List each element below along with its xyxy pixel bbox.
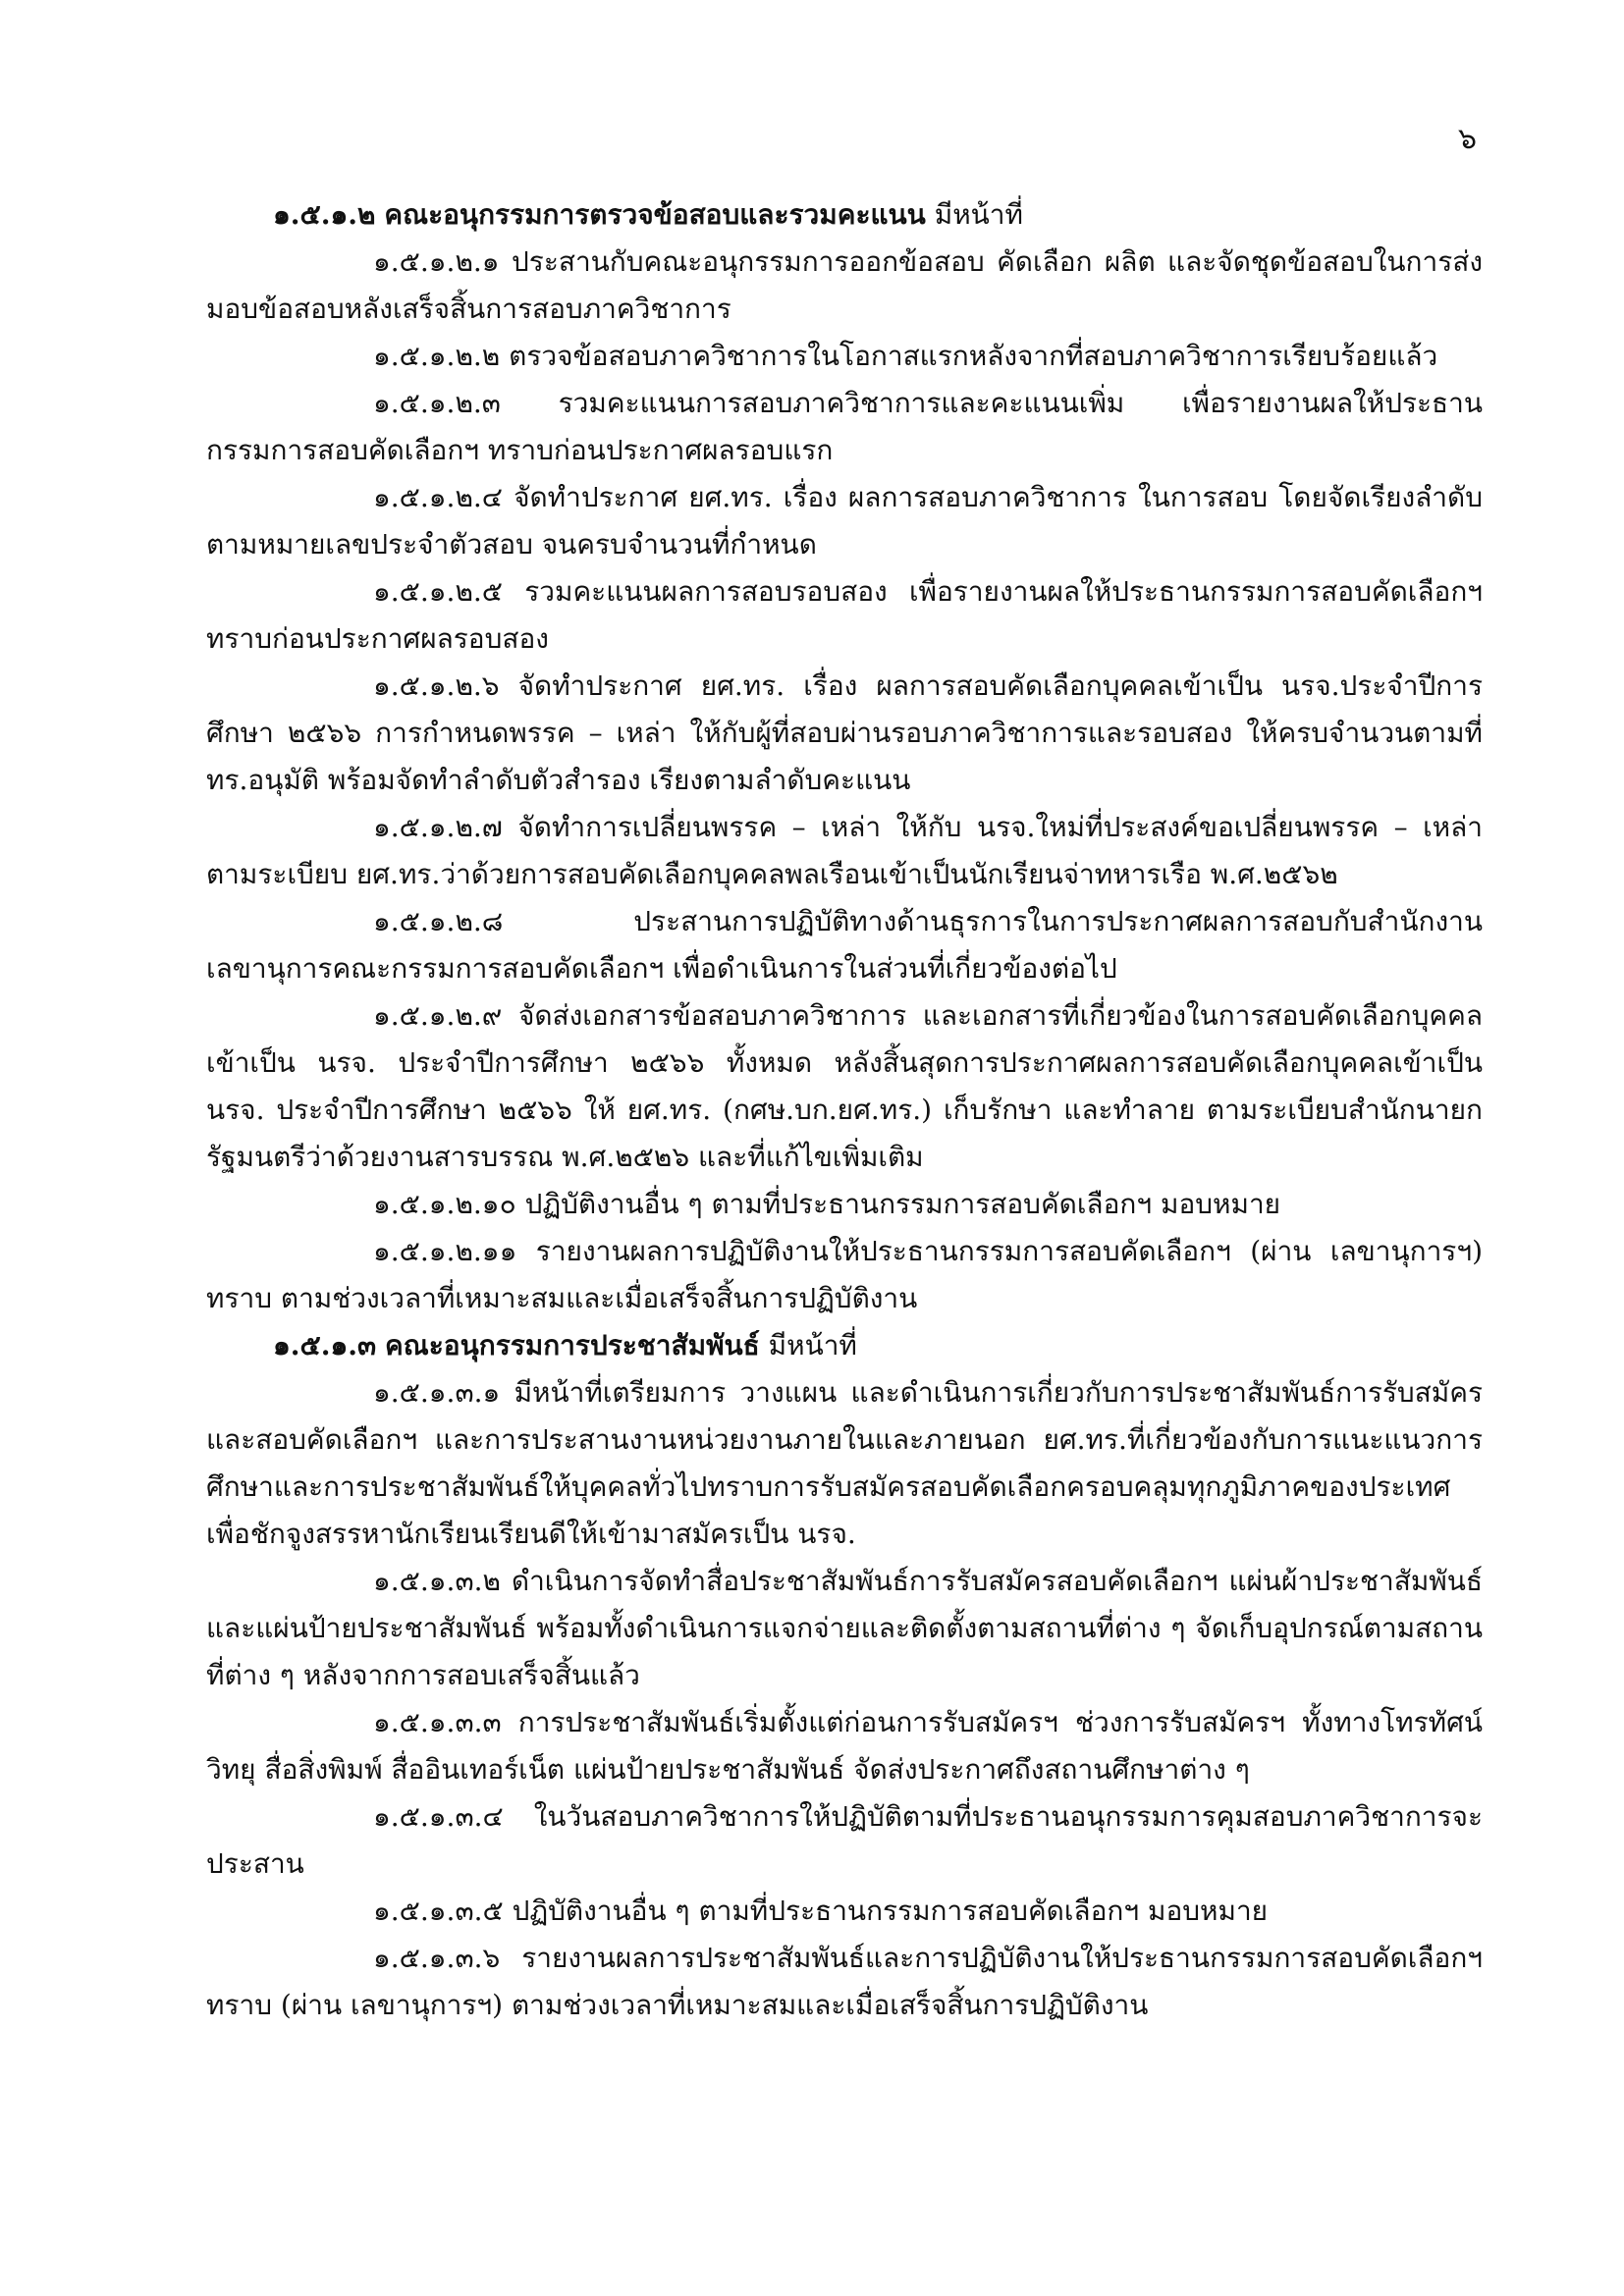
item-number: ๑.๕.๑.๒.๘ [373, 905, 504, 937]
duty-item [206, 380, 1483, 474]
duty-item [206, 1793, 1483, 1888]
page-number: ๖ [1457, 122, 1477, 156]
duty-item [206, 1369, 1483, 1558]
item-text: ตรวจข้อสอบภาควิชาการในโอกาสแรกหลังจากที่สอบภาควิชาการเรียบร้อยแล้ว [509, 340, 1438, 372]
item-text: รวมคะแนนการสอบภาควิชาการและคะแนนเพิ่ม เพื่อรายงานผลให้ประธานกรรมการสอบคัดเลือกฯ ทราบก่อนประกาศผลรอบแรก [206, 387, 1483, 466]
item-number: ๑.๕.๑.๓.๔ [373, 1800, 504, 1833]
duty-item [206, 1935, 1483, 2029]
duty-item [206, 663, 1483, 804]
item-text: ในวันสอบภาควิชาการให้ปฏิบัติตามที่ประธานอนุกรรมการคุมสอบภาควิชาการจะประสาน [206, 1800, 1483, 1880]
item-text: ปฏิบัติงานอื่น ๆ ตามที่ประธานกรรมการสอบคัดเลือกฯ มอบหมาย [524, 1188, 1281, 1220]
section-suffix: มีหน้าที่ [768, 1329, 857, 1362]
item-number: ๑.๕.๑.๓.๓ [373, 1706, 502, 1738]
item-number: ๑.๕.๑.๒.๓ [373, 387, 501, 419]
item-text: ดำเนินการจัดทำสื่อประชาสัมพันธ์การรับสมัครสอบคัดเลือกฯ แผ่นผ้าประชาสัมพันธ์และแผ่นป้ายประชาสัมพันธ์ พร้อมทั้งดำเนินการแจกจ่ายและติดตั้งตามสถานที่ต่าง ๆ จัดเก็บอุปกรณ์ตามสถานที่ต่าง ๆ หลังจากการสอบเสร็จสิ้นแล้ว [206, 1565, 1483, 1691]
duty-item [206, 804, 1483, 898]
item-number: ๑.๕.๑.๒.๖ [373, 669, 500, 702]
item-number: ๑.๕.๑.๒.๑๑ [373, 1235, 517, 1267]
duty-item [206, 568, 1483, 663]
item-text: ประสานการปฏิบัติทางด้านธุรการในการประกาศผลการสอบกับสำนักงานเลขานุการคณะกรรมการสอบคัดเลือกฯ เพื่อดำเนินการในส่วนที่เกี่ยวข้องต่อไป [206, 905, 1483, 985]
item-number: ๑.๕.๑.๒.๙ [373, 999, 503, 1032]
section-heading [206, 1322, 1483, 1369]
duty-item [206, 1181, 1483, 1228]
duty-item [206, 1888, 1483, 1935]
duty-item [206, 898, 1483, 992]
item-number: ๑.๕.๑.๒.๒ [373, 340, 501, 372]
item-text: รายงานผลการประชาสัมพันธ์และการปฏิบัติงานให้ประธานกรรมการสอบคัดเลือกฯ ทราบ (ผ่าน เลขานุการฯ) ตามช่วงเวลาที่เหมาะสมและเมื่อเสร็จสิ้นการปฏิบัติงาน [206, 1942, 1483, 2021]
item-text: ปฏิบัติงานอื่น ๆ ตามที่ประธานกรรมการสอบคัดเลือกฯ มอบหมาย [512, 1895, 1269, 1927]
item-text: ประสานกับคณะอนุกรรมการออกข้อสอบ คัดเลือก ผลิต และจัดชุดข้อสอบในการส่งมอบข้อสอบหลังเสร็จสิ้นการสอบภาควิชาการ [206, 245, 1484, 325]
item-number: ๑.๕.๑.๓.๕ [373, 1895, 504, 1927]
duty-item [206, 992, 1483, 1181]
duty-item [206, 474, 1483, 568]
item-text: จัดทำการเปลี่ยนพรรค – เหล่า ให้กับ นรจ.ใหม่ที่ประสงค์ขอเปลี่ยนพรรค – เหล่า ตามระเบียบ ยศ.ทร.ว่าด้วยการสอบคัดเลือกบุคคลพลเรือนเข้าเป็นนักเรียนจ่าทหารเรือ พ.ศ.๒๕๖๒ [206, 811, 1483, 890]
item-text: จัดส่งเอกสารข้อสอบภาควิชาการ และเอกสารที่เกี่ยวข้องในการสอบคัดเลือกบุคคลเข้าเป็น นรจ. ประจำปีการศึกษา ๒๕๖๖ ทั้งหมด หลังสิ้นสุดการประกาศผลการสอบคัดเลือกบุคคลเข้าเป็น นรจ. ประจำปีการศึกษา ๒๕๖๖ ให้ ยศ.ทร. (กศษ.บก.ยศ.ทร.) เก็บรักษา และทำลาย ตามระเบียบสำนักนายกรัฐมนตรีว่าด้วยงานสารบรรณ พ.ศ.๒๕๒๖ และที่แก้ไขเพิ่มเติม [206, 999, 1483, 1173]
section-heading [206, 191, 1483, 239]
section-title: คณะอนุกรรมการตรวจข้อสอบและรวมคะแนน [384, 198, 926, 231]
item-text: มีหน้าที่เตรียมการ วางแผน และดำเนินการเกี่ยวกับการประชาสัมพันธ์การรับสมัครและสอบคัดเลือกฯ และการประสานงานหน่วยงานภายในและภายนอก ยศ.ทร.ที่เกี่ยวข้องกับการแนะแนวการศึกษาและการประชาสัมพันธ์ให้บุคคลทั่วไปทราบการรับสมัครสอบคัดเลือกครอบคลุมทุกภูมิภาคของประเทศ เพื่อชักจูงสรรหานักเรียนเรียนดีให้เข้ามาสมัครเป็น นรจ. [206, 1376, 1483, 1550]
section-title: คณะอนุกรรมการประชาสัมพันธ์ [385, 1329, 760, 1362]
duty-item [206, 239, 1483, 333]
section-suffix: มีหน้าที่ [934, 198, 1023, 231]
item-number: ๑.๕.๑.๒.๗ [373, 811, 503, 843]
duty-item [206, 1558, 1483, 1699]
duty-item [206, 1699, 1483, 1793]
item-number: ๑.๕.๑.๓.๒ [373, 1565, 501, 1597]
item-number: ๑.๕.๑.๒.๑๐ [373, 1188, 516, 1220]
item-number: ๑.๕.๑.๒.๑ [373, 245, 500, 278]
item-number: ๑.๕.๑.๓.๑ [373, 1376, 501, 1409]
duty-item [206, 333, 1483, 380]
item-text: รวมคะแนนผลการสอบรอบสอง เพื่อรายงานผลให้ประธานกรรมการสอบคัดเลือกฯ ทราบก่อนประกาศผลรอบสอง [206, 575, 1483, 655]
item-text: การประชาสัมพันธ์เริ่มตั้งแต่ก่อนการรับสมัครฯ ช่วงการรับสมัครฯ ทั้งทางโทรทัศน์ วิทยุ สื่อสิ่งพิมพ์ สื่ออินเทอร์เน็ต แผ่นป้ายประชาสัมพันธ์ จัดส่งประกาศถึงสถานศึกษาต่าง ๆ [206, 1706, 1483, 1786]
item-number: ๑.๕.๑.๒.๔ [373, 481, 503, 513]
duty-item [206, 1228, 1483, 1322]
item-number: ๑.๕.๑.๒.๕ [373, 575, 503, 608]
item-number: ๑.๕.๑.๓.๖ [373, 1942, 501, 1974]
section-number: ๑.๕.๑.๒ [273, 198, 376, 231]
document-body [206, 191, 1483, 2029]
item-text: จัดทำประกาศ ยศ.ทร. เรื่อง ผลการสอบภาควิชาการ ในการสอบ โดยจัดเรียงลำดับตามหมายเลขประจำตัวสอบ จนครบจำนวนที่กำหนด [206, 481, 1483, 561]
item-text: จัดทำประกาศ ยศ.ทร. เรื่อง ผลการสอบคัดเลือกบุคคลเข้าเป็น นรจ.ประจำปีการศึกษา ๒๕๖๖ การกำหนดพรรค – เหล่า ให้กับผู้ที่สอบผ่านรอบภาควิชาการและรอบสอง ให้ครบจำนวนตามที่ ทร.อนุมัติ พร้อมจัดทำลำดับตัวสำรอง เรียงตามลำดับคะแนน [206, 669, 1483, 796]
section-number: ๑.๕.๑.๓ [273, 1329, 377, 1362]
item-text: รายงานผลการปฏิบัติงานให้ประธานกรรมการสอบคัดเลือกฯ (ผ่าน เลขานุการฯ) ทราบ ตามช่วงเวลาที่เหมาะสมและเมื่อเสร็จสิ้นการปฏิบัติงาน [206, 1235, 1483, 1314]
